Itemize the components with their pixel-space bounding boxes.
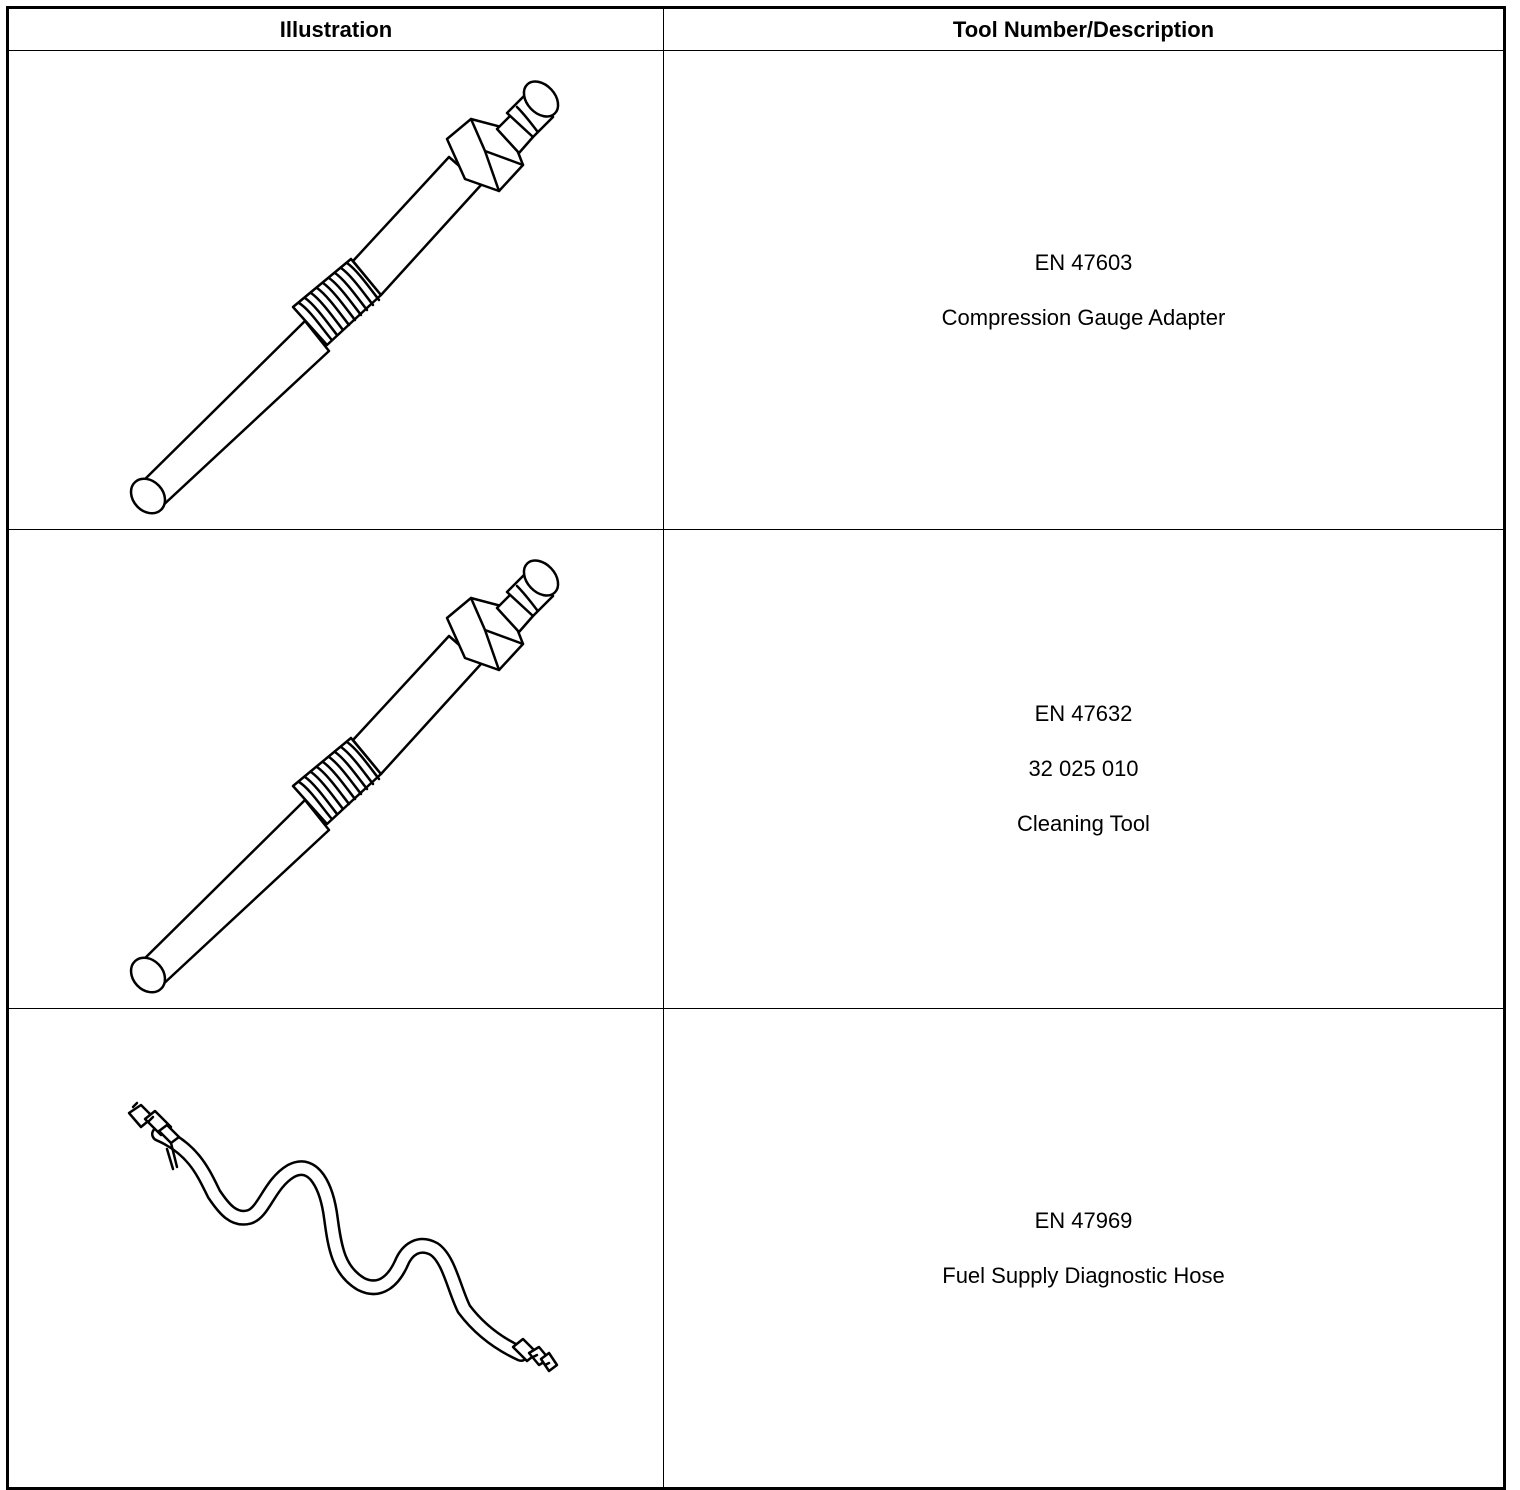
tool-description: Fuel Supply Diagnostic Hose	[942, 1262, 1225, 1288]
tool-description-cell	[664, 51, 1505, 530]
fuel-supply-diagnostic-hose-drawing	[9, 1009, 663, 1487]
illustration-cell	[8, 1009, 664, 1489]
tool-description-cell	[664, 1009, 1505, 1489]
tool-description: Cleaning Tool	[1017, 811, 1150, 836]
illustration-cell	[8, 51, 664, 530]
tool-part-number: 32 025 010	[1028, 756, 1139, 781]
table-row	[8, 1009, 1505, 1489]
table-row	[8, 51, 1505, 530]
illustration-cell	[8, 530, 664, 1009]
special-tools-table	[6, 6, 1506, 1490]
illustration-column-header: Illustration	[8, 8, 664, 51]
tool-description: Compression Gauge Adapter	[941, 304, 1226, 330]
tool-number: EN 47969	[1034, 1207, 1133, 1233]
compression-gauge-adapter-drawing	[9, 51, 663, 529]
table-row	[8, 530, 1505, 1009]
tool-number: EN 47632	[1034, 701, 1133, 726]
tool-description-cell	[664, 530, 1505, 1009]
description-column-header: Tool Number/Description	[664, 8, 1505, 51]
tool-number: EN 47603	[1034, 249, 1133, 275]
cleaning-tool-drawing	[9, 530, 663, 1008]
table-header-row	[8, 8, 1505, 51]
